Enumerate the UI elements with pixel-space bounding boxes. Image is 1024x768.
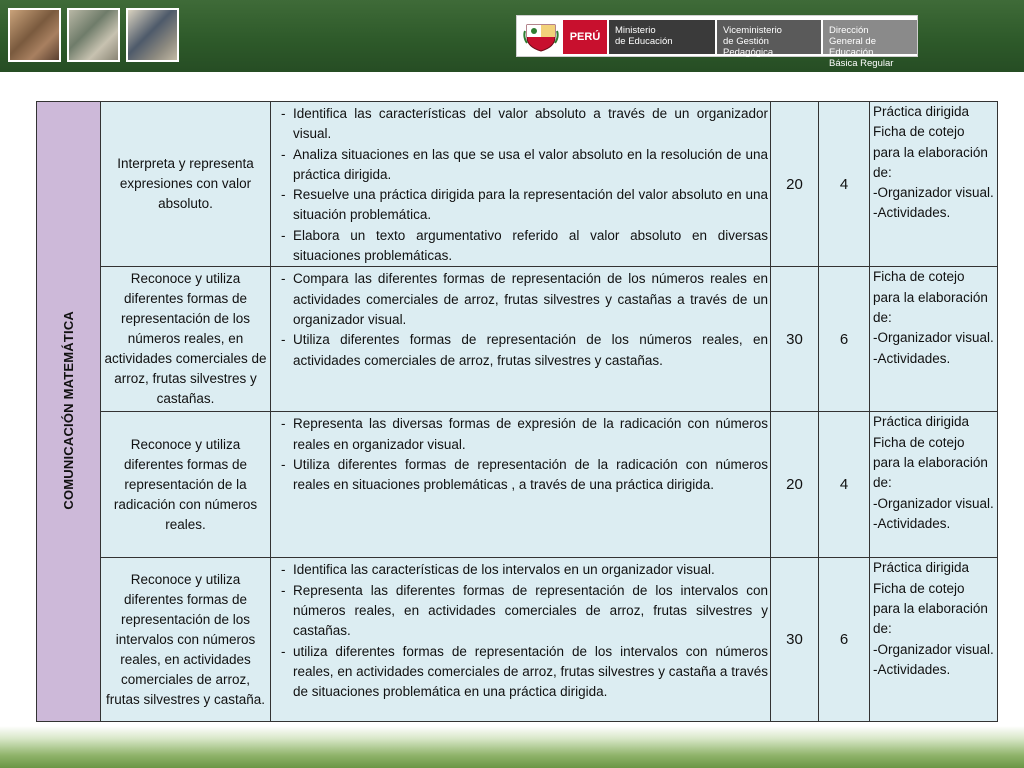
indicators-cell <box>271 558 771 722</box>
instruments-cell: Práctica dirigida Ficha de cotejo para la elaboración de: -Organizador visual. -Actividades. <box>870 102 998 267</box>
area-label: COMUNICACIÓN MATEMÁTICA <box>61 310 76 510</box>
table-row <box>37 267 998 412</box>
indicators-cell <box>271 102 771 267</box>
weight-cell: 20 <box>771 102 819 267</box>
capacity-cell: Interpreta y representa expresiones con valor absoluto. <box>101 102 271 267</box>
peru-label: PERÚ <box>563 20 607 54</box>
indicators-cell <box>271 267 771 412</box>
instruments-cell: Ficha de cotejo para la elaboración de: -Organizador visual. -Actividades. <box>870 267 998 412</box>
indicator-item: - Resuelve una práctica dirigida para la representación del valor absoluto en una situación problemática. <box>281 187 768 223</box>
indicator-item: - Compara las diferentes formas de representación de los números reales en actividades comerciales de arroz, frutas silvestres y castañas a través de un organizador visual. <box>281 271 768 327</box>
weight-cell: 30 <box>771 267 819 412</box>
classroom-photo <box>67 8 120 62</box>
capacity-cell: Reconoce y utiliza diferentes formas de representación de los intervalos con números reales, en actividades comerciales de arroz, frutas silvestres y castaña. <box>101 558 271 722</box>
weight-cell: 20 <box>771 412 819 558</box>
direction-label: Dirección General de Educación Básica Regular <box>823 20 917 54</box>
indicator-item: - utiliza diferentes formas de representación de los intervalos con números reales, en actividades comerciales de arroz, frutas silvestres y castaña a través de situaciones problemática en una práctica dirigida. <box>281 643 768 700</box>
items-cell: 4 <box>819 102 870 267</box>
indicator-item: - Representa las diferentes formas de representación de los intervalos con números reales, en actividades comerciales de arroz, frutas silvestres y castañas. <box>281 582 768 639</box>
table-row <box>37 412 998 558</box>
indicator-item: - Analiza situaciones en las que se usa el valor absoluto en la resolución de una práctica dirigida. <box>281 146 768 182</box>
viceministry-label: Viceministerio de Gestión Pedagógica <box>717 20 821 54</box>
indicator-item: - Representa las diversas formas de expresión de la radicación con números reales en organizador visual. <box>281 416 768 452</box>
items-cell: 6 <box>819 558 870 722</box>
items-cell: 4 <box>819 412 870 558</box>
indicator-item: - Utiliza diferentes formas de representación de los números reales, en actividades comerciales de arroz, frutas silvestres y castañas. <box>281 332 768 368</box>
instruments-cell: Práctica dirigida Ficha de cotejo para la elaboración de: -Organizador visual. -Actividades. <box>870 558 998 722</box>
evaluation-matrix-table <box>36 101 998 722</box>
area-cell <box>37 102 101 722</box>
indicator-item: - Identifica las características del valor absoluto a través de un organizador visual. <box>281 106 768 142</box>
coat-of-arms-icon <box>523 21 559 53</box>
weight-cell: 30 <box>771 558 819 722</box>
capacity-cell: Reconoce y utiliza diferentes formas de representación de los números reales, en actividades comerciales de arroz, frutas silvestres y castañas. <box>101 267 271 412</box>
students-photo <box>126 8 179 62</box>
instruments-cell: Práctica dirigida Ficha de cotejo para la elaboración de: -Organizador visual. -Actividades. <box>870 412 998 558</box>
ministry-logo-bar <box>516 15 918 69</box>
indicator-item: - Identifica las características de los intervalos en un organizador visual. <box>281 562 715 578</box>
indicator-item: - Utiliza diferentes formas de representación de la radicación con números reales en situaciones problemáticas , a través de una práctica dirigida. <box>281 456 768 493</box>
items-cell: 6 <box>819 267 870 412</box>
footer-strip <box>0 726 1024 768</box>
table-row <box>37 102 998 267</box>
header-banner <box>0 0 1024 72</box>
capacity-cell: Reconoce y utiliza diferentes formas de representación de la radicación con números reales. <box>101 412 271 558</box>
indicator-item: - Elabora un texto argumentativo referido al valor absoluto en diversas situaciones problemáticas. <box>281 227 768 264</box>
table-row <box>37 558 998 722</box>
children-photo <box>8 8 61 62</box>
indicators-cell <box>271 412 771 558</box>
ministry-label: Ministerio de Educación <box>609 20 715 54</box>
